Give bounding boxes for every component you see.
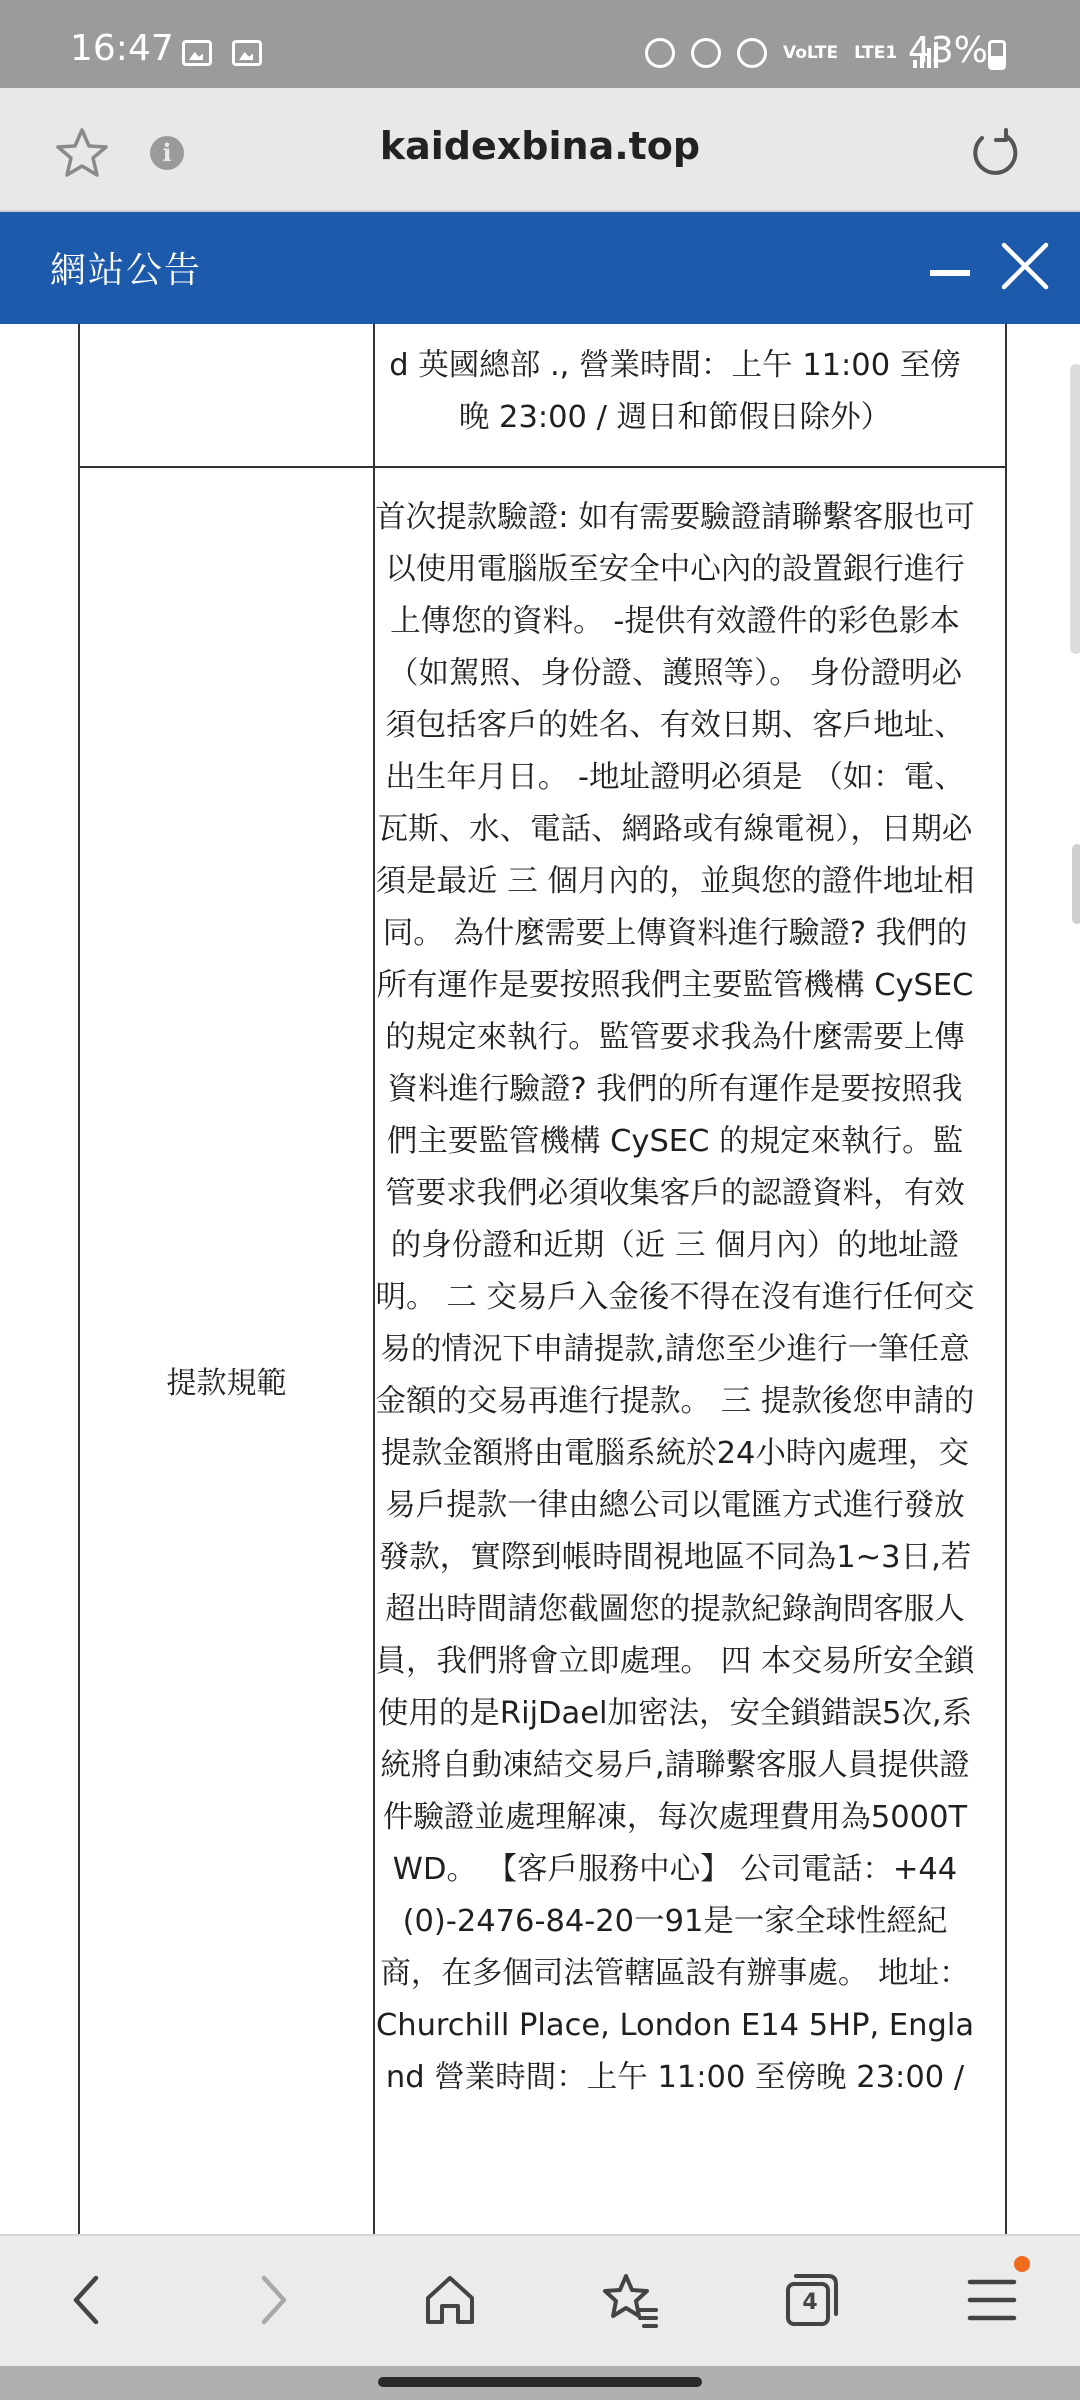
tabs-icon[interactable] — [778, 2268, 842, 2332]
close-icon[interactable] — [998, 236, 1052, 296]
gallery-notification-icon — [182, 40, 212, 66]
notice-content[interactable] — [0, 324, 1080, 2234]
bookmarks-icon[interactable] — [598, 2268, 662, 2332]
minimize-icon[interactable] — [928, 258, 972, 288]
notice-title: 網站公告 — [50, 250, 203, 291]
menu-notification-badge — [1014, 2256, 1030, 2272]
forward-icon[interactable] — [240, 2268, 304, 2332]
status-bar — [0, 0, 1080, 88]
tab-count: 4 — [802, 2290, 818, 2315]
table-cell-withdrawal-rules: 首次提款驗證: 如有需要驗證請聯繫客服也可以使用電腦版至安全中心內的設置銀行進行上傳您的資料。 -提供有效證件的彩色影本（如駕照、身份證、護照等）。 身份證明必須包括客戶的姓名、有效日期、客戶地址、出生年月日。 -地址證明必須是 （如：電、瓦斯、水、電話、網路或有線電視），日期必須是最近 三 個月內的，並與您的證件地址相同。 為什麼需要上傳資料進行驗證? 我們的所有運作是要按照我們主要監管機構 CySEC 的規定來執行。監管要求我為什麼需要上傳資料進行驗證? 我們的所有運作是要按照我們主要監管機構 CySEC 的規定來執行。監管要求我們必須收集客戶的認證資料，有效的身份證和近期（近 三 個月內）的地址證明。 二 交易戶入金後不得在沒有進行任何交易的情況下申請提款,請您至少進行一筆任意金額的交易再進行提款。 三 提款後您申請的提款金額將由電腦系統於24小時內處理，交易戶提款一律由總公司以電匯方式進行發放發款，實際到帳時間視地區不同為1~3日,若超出時間請您截圖您的提款紀錄詢問客服人員，我們將會立即處理。 四 本交易所安全鎖使用的是RijDael加密法，安全鎖錯誤5次,系統將自動凍結交易戶,請聯繫客服人員提供證件驗證並處理解凍，每次處理費用為5000TWD。 【客戶服務中心】 公司電話：+44(0)-2476-84-20一91是一家全球性經紀商，在多個司法管轄區設有辦事處。 地址：Churchill Place, London E14 5HP, England 營業時間：上午 11:00 至傍晚 23:00 / — [375, 500, 975, 2095]
browser-bottom-nav — [0, 2234, 1080, 2366]
reload-icon[interactable] — [966, 126, 1022, 182]
scrollbar-thumb[interactable] — [1072, 844, 1080, 924]
table-border-right — [1005, 324, 1007, 2234]
info-icon[interactable]: i — [150, 136, 184, 170]
menu-icon[interactable] — [960, 2268, 1024, 2332]
notice-header — [0, 212, 1080, 324]
status-icons — [645, 38, 938, 68]
battery-level: 43% — [908, 30, 989, 71]
lte-label: LTE1 — [854, 43, 898, 63]
sync-icon — [645, 38, 675, 68]
scrollbar-track[interactable] — [1070, 364, 1080, 654]
notification-icons — [182, 40, 262, 66]
address-bar — [0, 88, 1080, 212]
home-icon[interactable] — [418, 2268, 482, 2332]
battery-icon — [988, 40, 1006, 70]
back-icon[interactable] — [56, 2268, 120, 2332]
mute-icon — [737, 38, 767, 68]
alarm-icon — [691, 38, 721, 68]
home-gesture-bar[interactable] — [378, 2377, 702, 2387]
table-border-left — [78, 324, 80, 2234]
volte-label: VoLTE — [783, 43, 839, 63]
url-text[interactable]: kaidexbina.top — [379, 124, 701, 168]
table-cell-office-hours: d 英國總部 ., 營業時間：上午 11:00 至傍晚 23:00 / 週日和節假日除外） — [389, 348, 961, 435]
table-row-label: 提款規範 — [166, 1366, 287, 1401]
table-row-divider — [78, 466, 1007, 468]
image-notification-icon — [232, 40, 262, 66]
status-time: 16:47 — [70, 28, 174, 69]
